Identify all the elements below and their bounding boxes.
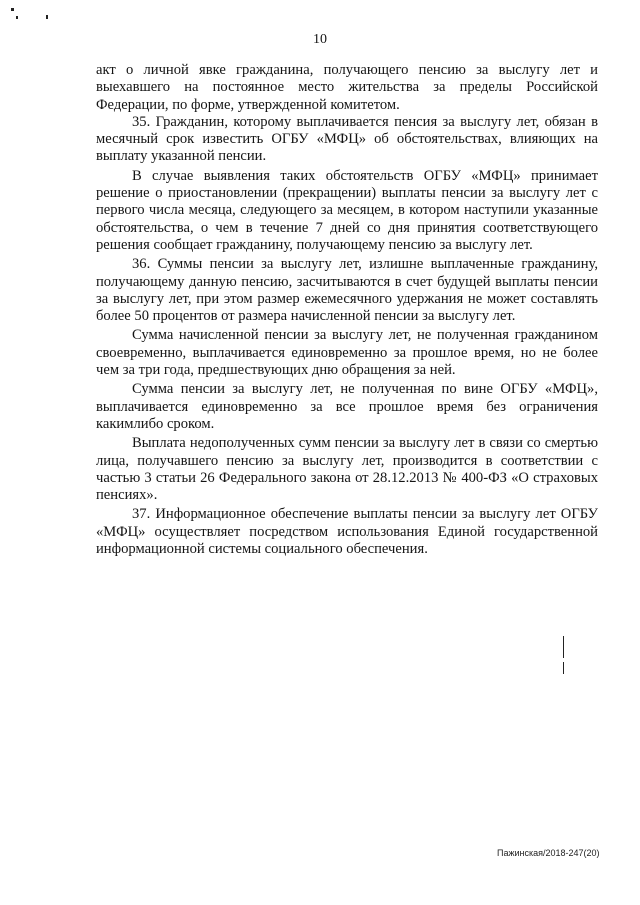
paragraph-7: Выплата недополученных сумм пенсии за выслугу лет в связи со смертью лица, получавшего пенсию за выслугу лет, производится в соответствии с частью 3 статьи 26 Федерального закона от 28.12.2013 № 400-ФЗ «О страховых пенсиях». bbox=[96, 435, 598, 504]
paragraph-6: Сумма пенсии за выслугу лет, не полученная по вине ОГБУ «МФЦ», выплачивается единовременно за все прошлое время без ограничения какимлибо сроком. bbox=[96, 381, 598, 432]
scan-artifact-dot bbox=[11, 8, 14, 11]
scan-artifact-line bbox=[563, 662, 564, 674]
paragraph-5: Сумма начисленной пенсии за выслугу лет, не полученная гражданином своевременно, выплачивается единовременно за прошлое время, но не более чем за три года, предшествующих дню обращения за ней. bbox=[96, 327, 598, 379]
footer-code: Пажинская/2018-247(20) bbox=[497, 848, 600, 858]
paragraph-4: 36. Суммы пенсии за выслугу лет, излишне выплаченные гражданину, получающему данную пенсию, засчитываются в счет будущей выплаты пенсии за выслугу лет, при этом размер ежемесячного удержания не может составлять более 50 процентов от размера начисленной пенсии за выслугу лет. bbox=[96, 256, 598, 325]
paragraph-1: акт о личной явке гражданина, получающего пенсию за выслугу лет и выехавшего на постоянное место жительства за пределы Российской Федерации, по форме, утвержденной комитетом. bbox=[96, 62, 598, 113]
document-body bbox=[96, 62, 598, 558]
page-number: 10 bbox=[313, 32, 327, 47]
paragraph-8: 37. Информационное обеспечение выплаты пенсии за выслугу лет ОГБУ «МФЦ» осуществляет посредством использования Единой государственной информационной системы социального обеспечения. bbox=[96, 506, 598, 558]
scan-artifact-dot bbox=[16, 16, 18, 19]
scan-artifact-dot bbox=[46, 15, 48, 19]
paragraph-2: 35. Гражданин, которому выплачивается пенсия за выслугу лет, обязан в месячный срок известить ОГБУ «МФЦ» об обстоятельствах, влияющих на выплату указанной пенсии. bbox=[96, 113, 598, 165]
scan-artifact-line bbox=[563, 636, 564, 658]
paragraph-3: В случае выявления таких обстоятельств ОГБУ «МФЦ» принимает решение о приостановлении (прекращении) выплаты пенсии за выслугу лет с первого числа месяца, следующего за месяцем, в котором наступили указанные обстоятельства, о чем в течение 7 дней со дня принятия соответствующего решения сообщает гражданину, получающему пенсию за выслугу лет. bbox=[96, 167, 598, 253]
